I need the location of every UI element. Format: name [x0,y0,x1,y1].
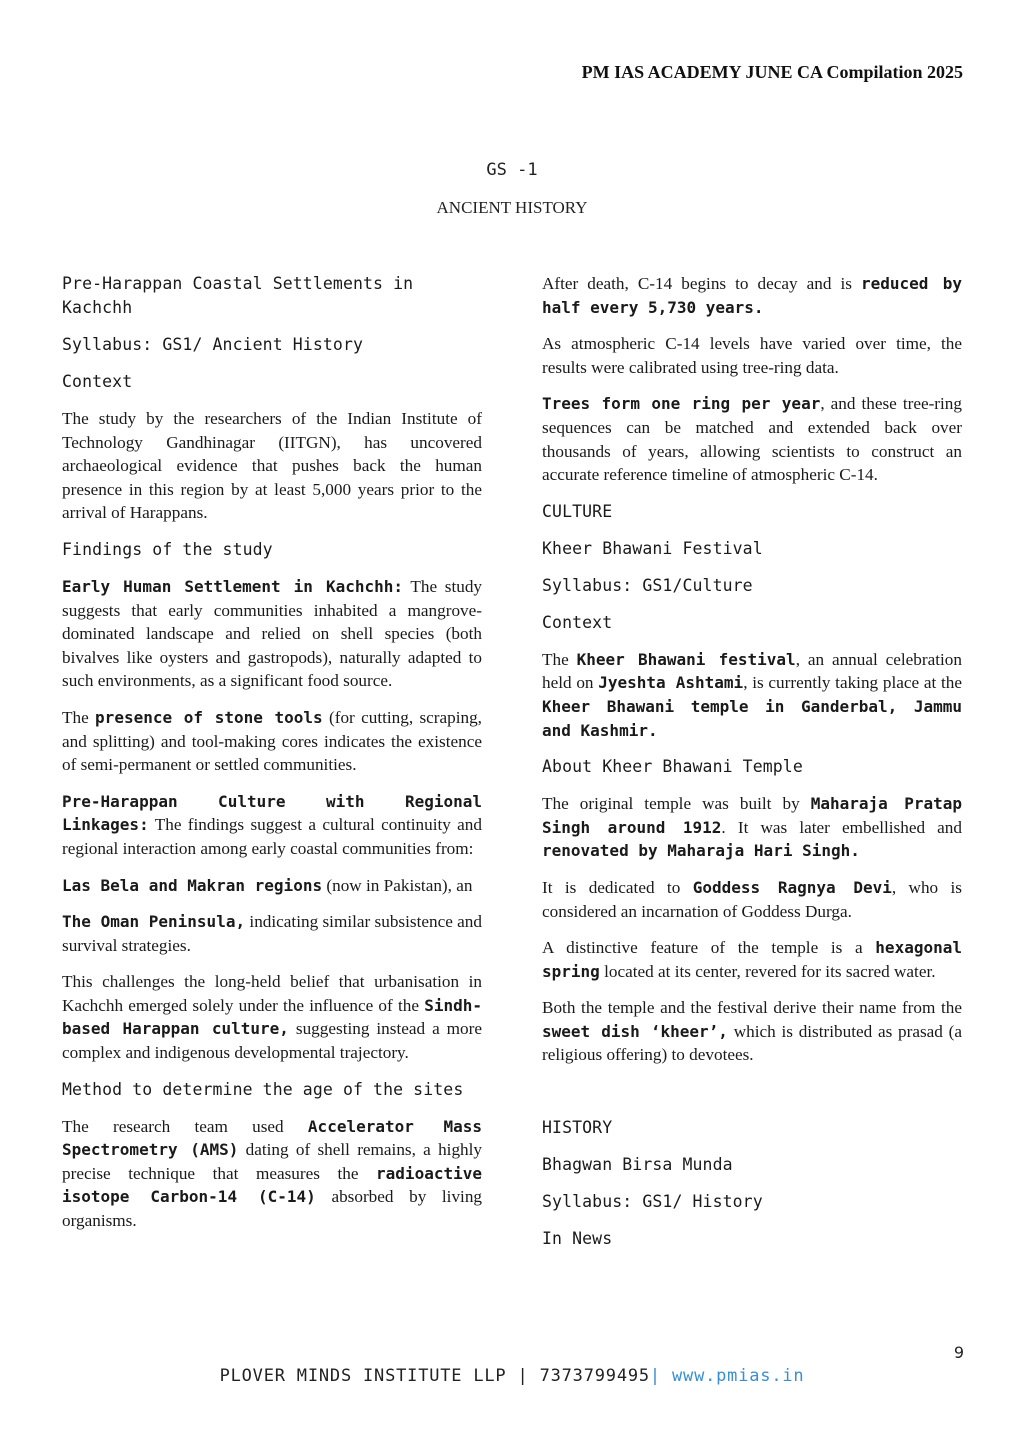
paragraph-text: It is dedicated to [542,877,693,897]
bold-term: Goddess Ragnya Devi [692,877,892,897]
temple-kheer-paragraph [542,996,962,1067]
bold-term: Jyeshta Ashtami [598,673,744,693]
method-heading: Method to determine the age of the sites [62,1079,464,1099]
findings-paragraph-challenge [62,970,482,1064]
bold-term: Las Bela and Makran regions [62,875,323,895]
paragraph-text: The [542,649,577,669]
paragraph-text: The [62,707,96,727]
paragraph-text: After death, C-14 begins to decay and is [542,274,861,293]
right-column [542,272,962,1264]
bold-term: Early Human Settlement in Kachchh: [62,576,404,596]
footer-separator: | [649,1366,672,1386]
paragraph-text: , is currently taking place at the [743,673,962,693]
paragraph-text: (for cutting, scraping, and splitting) and tool-making cores indicates the existence of semi-permanent or settled communities. [62,707,482,775]
paragraph-text: suggesting instead a more complex and indigenous developmental trajectory. [62,1019,482,1063]
paragraph-text: , who is considered an incarnation of Goddess Durga. [542,877,962,921]
paragraph-text: which is distributed as prasad (a religious offering) to devotees. [542,1021,962,1065]
culture-heading: CULTURE [542,501,613,521]
bold-term: Pre-Harappan Culture with Regional Linkages: [62,791,482,835]
temple-origin-paragraph [542,792,962,863]
page-footer [0,1366,1024,1386]
context-paragraph: The study by the researchers of the Indian Institute of Technology Gandhinagar (IITGN), has uncovered archaeological evidence that pushes back the human presence in this region by at least 5,000 years prior to the arrival of Harappans. [62,409,482,523]
paragraph-text: , an annual celebration held on [542,649,962,693]
festival-heading: Kheer Bhawani Festival [542,538,763,558]
bold-term: renovated by Maharaja Hari Singh. [542,841,860,861]
page-header-title: PM IAS ACADEMY JUNE CA Compilation 2025 [581,62,963,82]
tree-ring-paragraph [542,392,962,486]
section-subject-title: ANCIENT HISTORY [436,198,588,217]
paragraph-text: , and these tree-ring sequences can be matched and extended back over thousands of years, allowing scientists to construct an accurate reference timeline of atmospheric C-14. [542,394,962,485]
temple-deity-paragraph [542,876,962,923]
page-number: 9 [953,1343,964,1362]
bold-term: The Oman Peninsula, [62,912,246,932]
bold-term: Kheer Bhawani temple in Ganderbal, Jammu and Kashmir. [542,696,962,740]
paragraph-text: (now in Pakistan), an [322,875,473,895]
in-news-heading: In News [542,1229,613,1249]
bold-term: radioactive isotope Carbon-14 (C-14) [62,1163,482,1207]
section-gs-label: GS -1 [486,160,538,180]
bold-term: reduced by half every 5,730 years. [542,274,962,317]
footer-url-link[interactable]: www.pmias.in [672,1366,805,1386]
paragraph-text: dating of shell remains, a highly precise technique that measures the [62,1140,483,1183]
syllabus-heading: Syllabus: GS1/Culture [542,575,753,595]
findings-paragraph-settlement [62,575,482,693]
paragraph-text: Both the temple and the festival derive their name from the [542,998,962,1018]
birsa-munda-heading: Bhagwan Birsa Munda [542,1155,733,1175]
paragraph-text: absorbed by living organisms. [62,1187,483,1231]
festival-context-paragraph [542,648,962,742]
calibration-paragraph: As atmospheric C-14 levels have varied over time, the results were calibrated using tree-ring data. [542,334,962,377]
method-paragraph [62,1115,482,1233]
bold-term: Sindh-based Harappan culture, [62,995,482,1039]
decay-paragraph [542,272,962,319]
section-spacer [542,1080,962,1116]
paragraph-text: indicating similar subsistence and survival strategies. [62,912,482,955]
footer-org: PLOVER MINDS INSTITUTE LLP | 7373799495 [219,1366,650,1386]
findings-paragraph-oman [62,910,482,957]
bold-term: sweet dish ‘kheer’, [542,1021,728,1041]
bold-term: Maharaja Pratap Singh around 1912 [542,794,962,837]
paragraph-text: A distinctive feature of the temple is a [542,938,876,958]
findings-heading: Findings of the study [62,539,273,559]
bold-term: Kheer Bhawani festival [576,649,796,669]
context-heading: Context [62,372,133,391]
temple-heading: About Kheer Bhawani Temple [542,757,803,777]
paragraph-text: The study suggests that early communities inhabited a mangrove-dominated landscape and relied on shell species (both bivalves like oysters and gastropods), naturally adapted to such environments, as a significant food source. [62,576,483,691]
paragraph-text: located at its center, revered for its sacred water. [599,961,936,981]
paragraph-text: This challenges the long-held belief that urbanisation in Kachchh emerged solely under the influence of the [62,972,482,1015]
history-heading: HISTORY [542,1118,613,1138]
bold-term: Accelerator Mass Spectrometry (AMS) [62,1116,483,1160]
bold-term: hexagonal spring [542,938,962,981]
syllabus-heading: Syllabus: GS1/ Ancient History [62,335,364,354]
paragraph-text: The original temple was built by [542,794,811,814]
syllabus-heading: Syllabus: GS1/ History [542,1192,763,1212]
bold-term: Trees form one ring per year [542,394,821,414]
temple-spring-paragraph [542,936,962,983]
findings-paragraph-linkages [62,790,482,861]
bold-term: presence of stone tools [95,707,323,727]
findings-paragraph-las-bela [62,874,482,898]
left-column [62,272,482,1246]
paragraph-text: . It was later embellished and [721,817,962,837]
paragraph-text: The research team used [62,1116,308,1136]
findings-paragraph-stone-tools [62,706,482,777]
context-heading: Context [542,612,613,632]
paragraph-text: The findings suggest a cultural continuity and regional interaction among early coastal communities from: [62,815,482,858]
article-heading: Pre-Harappan Coastal Settlements in Kachchh [62,274,414,317]
